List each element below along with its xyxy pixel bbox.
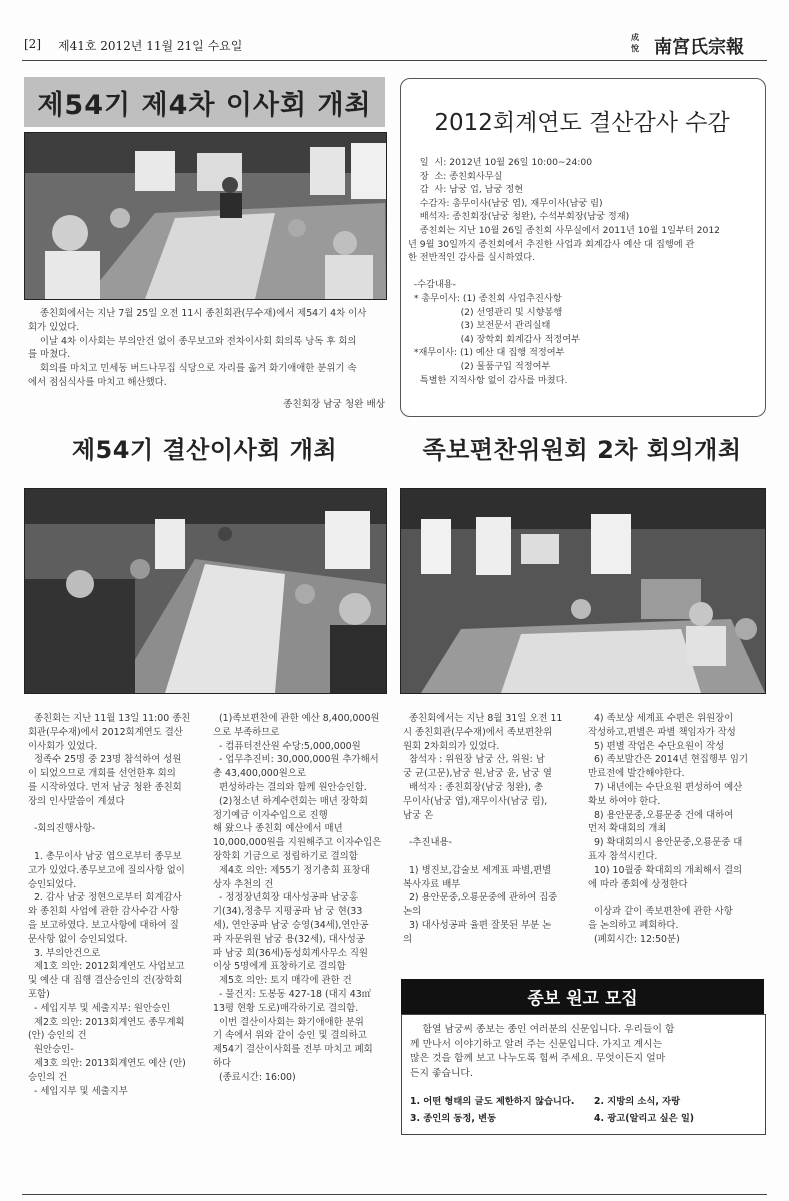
genealogy-meeting-photo	[400, 488, 766, 694]
recruit-item-1: 1. 어떤 형태의 글도 제한하지 않습니다.	[410, 1096, 575, 1107]
recruit-title: 종보 원고 모집	[401, 979, 764, 1014]
recruit-item-4: 4. 광고(알리고 싶은 일)	[594, 1113, 695, 1124]
seal-bottom: 悅	[631, 43, 639, 53]
recruit-item-2: 2. 지방의 소식, 자랑	[594, 1096, 681, 1107]
article4-col2: 4) 족보상 세계표 수편은 위원장이 작성하고,편별은 파별 책임자가 작성 5) 편별 작업은 수단요원이 작성 6) 족보발간은 2014년 현집행부 임기 만료전에 발간해야한다. 7) 내년에는 수단요원 편성하여 예산 확보 하여야 한다. 8) 용안문중,오룡문중 건에 대하여 먼저 확대회의 개최 9) 확대회의시 용안문중,오룡문중 대 표자 참석시킨다. 10) 10월중 확대회의 개최해서 결의 에 따라 종회에 상정한다 이상과 같이 족보편찬에 관한 사항 을 논의하고 폐회하다. (폐회시간: 12:50분)	[588, 713, 749, 945]
board-meeting-photo	[24, 132, 387, 300]
recruit-body: 함열 남궁씨 종보는 종인 여러분의 신문입니다. 우리들이 함 께 만나서 이야기하고 알려 주는 신문입니다. 가지고 계시는 많은 것을 함께 보고 나누도록 힘써 주세요. 무엇이든지 얼마 든지 좋습니다.	[410, 1024, 675, 1079]
paper-name: 南宮氏宗報	[654, 37, 744, 58]
footer-rule	[22, 1194, 767, 1195]
article3-col2: (1)족보편찬에 관한 예산 8,400,000원 으로 부족하므로 - 컴퓨터전산원 수당:5,000,000원 - 업무추진비: 30,000,000원 추가해서 총 43,400,000원으로 편성하라는 결의와 함께 원안승인함. (2)청소년 하계수련회는 매년 장학회 정기예금 이자수입으로 진행 해 왔으나 종친회 예산에서 매년 10,000,000원을 지원해주고 이자수입은 장학회 기금으로 정립하기로 결의함 제4호 의안: 제55기 정기총회 표창대 상자 추천의 건 - 정정장년회장 대사성공파 남궁홍 기(34),정충무 지평공파 남 궁 현(33 세), 연안공파 남궁 승영(34세),연안공 파 자문위원 남궁 용(32세), 대사성공 파 남궁 희(36세)동성회계사무소 직원 이상 5명에게 표창하기로 결의함 제5호 의안: 토지 매각에 관한 건 - 물건지: 도봉동 427-18 (대지 43㎡ 13평 현황 도로)매각하기로 결의함. 이번 결산이사회는 화기애애한 분위 기 속에서 위와 같이 승인 및 결의하고 제54기 결산이사회를 전부 마치고 폐회 하다 (종료시간: 16:00)	[213, 713, 382, 1083]
article1-byline: 종친회장 남궁 청완 배상	[283, 399, 385, 410]
recruit-box	[401, 1014, 766, 1135]
masthead-seal	[631, 32, 639, 54]
settlement-meeting-photo	[24, 488, 387, 694]
article1-body: 종친회에서는 지난 7월 25일 오전 11시 종친회관(무수재)에서 제54기 4차 이사 회가 있었다. 이날 4차 이사회는 부의안건 없이 종무보고와 전차이사회 회의록 낭독 후 회의 를 마쳤다. 회의를 마치고 민세동 버드나무집 식당으로 자리를 옮겨 화기애애한 분위기 속 에서 점심식사를 마치고 해산했다.	[28, 308, 367, 388]
article2-title: 2012회계연도 결산감사 수감	[434, 110, 730, 136]
page-number: [2]	[24, 37, 41, 51]
article4-col1: 종친회에서는 지난 8월 31일 오전 11 시 종친회관(무수재)에서 족보편찬위 원회 2차회의가 있었다. 참석자 : 위원장 남궁 산, 위원: 남 궁 균(고문),남궁 원,남궁 윤, 남궁 열 배석자 : 종친회장(남궁 청완), 총 무이사(남궁 엽),재무이사(남궁 림), 남궁 온 -추진내용- 1) 병진보,갑술보 세계표 파별,편별 복사자료 배부 2) 용안문중,오룡문중에 관하여 집중 논의 3) 대사성공파 율편 잘못된 부분 논 의	[403, 713, 563, 945]
header-rule	[22, 60, 767, 61]
recruit-item-3: 3. 종인의 동정, 변동	[410, 1113, 497, 1124]
article4-title: 족보편찬위원회 2차 회의개최	[422, 436, 742, 464]
issue-date: 제41호 2012년 11월 21일 수요일	[58, 39, 243, 53]
article2-body: 일 시: 2012년 10월 26일 10:00~24:00 장 소: 종친회사무실 감 사: 남궁 업, 남궁 정현 수감자: 총무이사(남궁 엽), 재무이사(남궁 림) 배석자: 종친회장(남궁 청완), 수석부회장(남궁 정재) 종친회는 지난 10월 26일 종친회 사무실에서 2011년 10월 1일부터 2012 년 9월 30일까지 종친회에서 추진한 사업과 회계감사 예산 대 집행에 관 한 전반적인 감사를 실시하였다. -수감내용- * 총무이사: (1) 종친회 사업추진사항 (2) 선영관리 및 시향봉행 (3) 보전문서 관리실태 (4) 장학회 회계감사 적정여부 *재무이사: (1) 예산 대 집행 적정여부 (2) 물품구입 적정여부 특별한 지적사항 없이 감사를 마쳤다.	[408, 157, 721, 386]
article3-col1: 종친회는 지난 11월 13일 11:00 종친 회관(무수재)에서 2012회계연도 결산 이사회가 있었다. 정족수 25명 중 23명 참석하여 성원 이 되었으므로 개회를 선언한후 회의 를 시작하였다. 먼저 남궁 청완 종친회 장의 인사말씀이 계셨다 -회의진행사항- 1. 총무이사 남궁 엽으로부터 종무보 고가 있었다.종무보고에 질의사항 없이 승인되었다. 2. 감사 남궁 정현으로부터 회계감사 와 종친회 사업에 관한 감사수감 사항 을 보고하였다. 보고사항에 대하여 질 문사항 없이 승인되었다. 3. 부의안건으로 제1호 의안: 2012회계연도 사업보고 및 예산 대 집행 결산승인의 건(장학회 포함) - 세입지부 및 세출지부: 원안승인 제2호 의안: 2013회계연도 종무계획 (안) 승인의 건 원안승인- 제3호 의안: 2013회계연도 예산 (안) 승인의 건 - 세입지부 및 세출지부	[28, 713, 191, 1097]
seal-top: 成	[631, 32, 639, 42]
article3-title: 제54기 결산이사회 개최	[71, 436, 338, 464]
article1-title: 제54기 제4차 이사회 개최	[24, 77, 385, 127]
